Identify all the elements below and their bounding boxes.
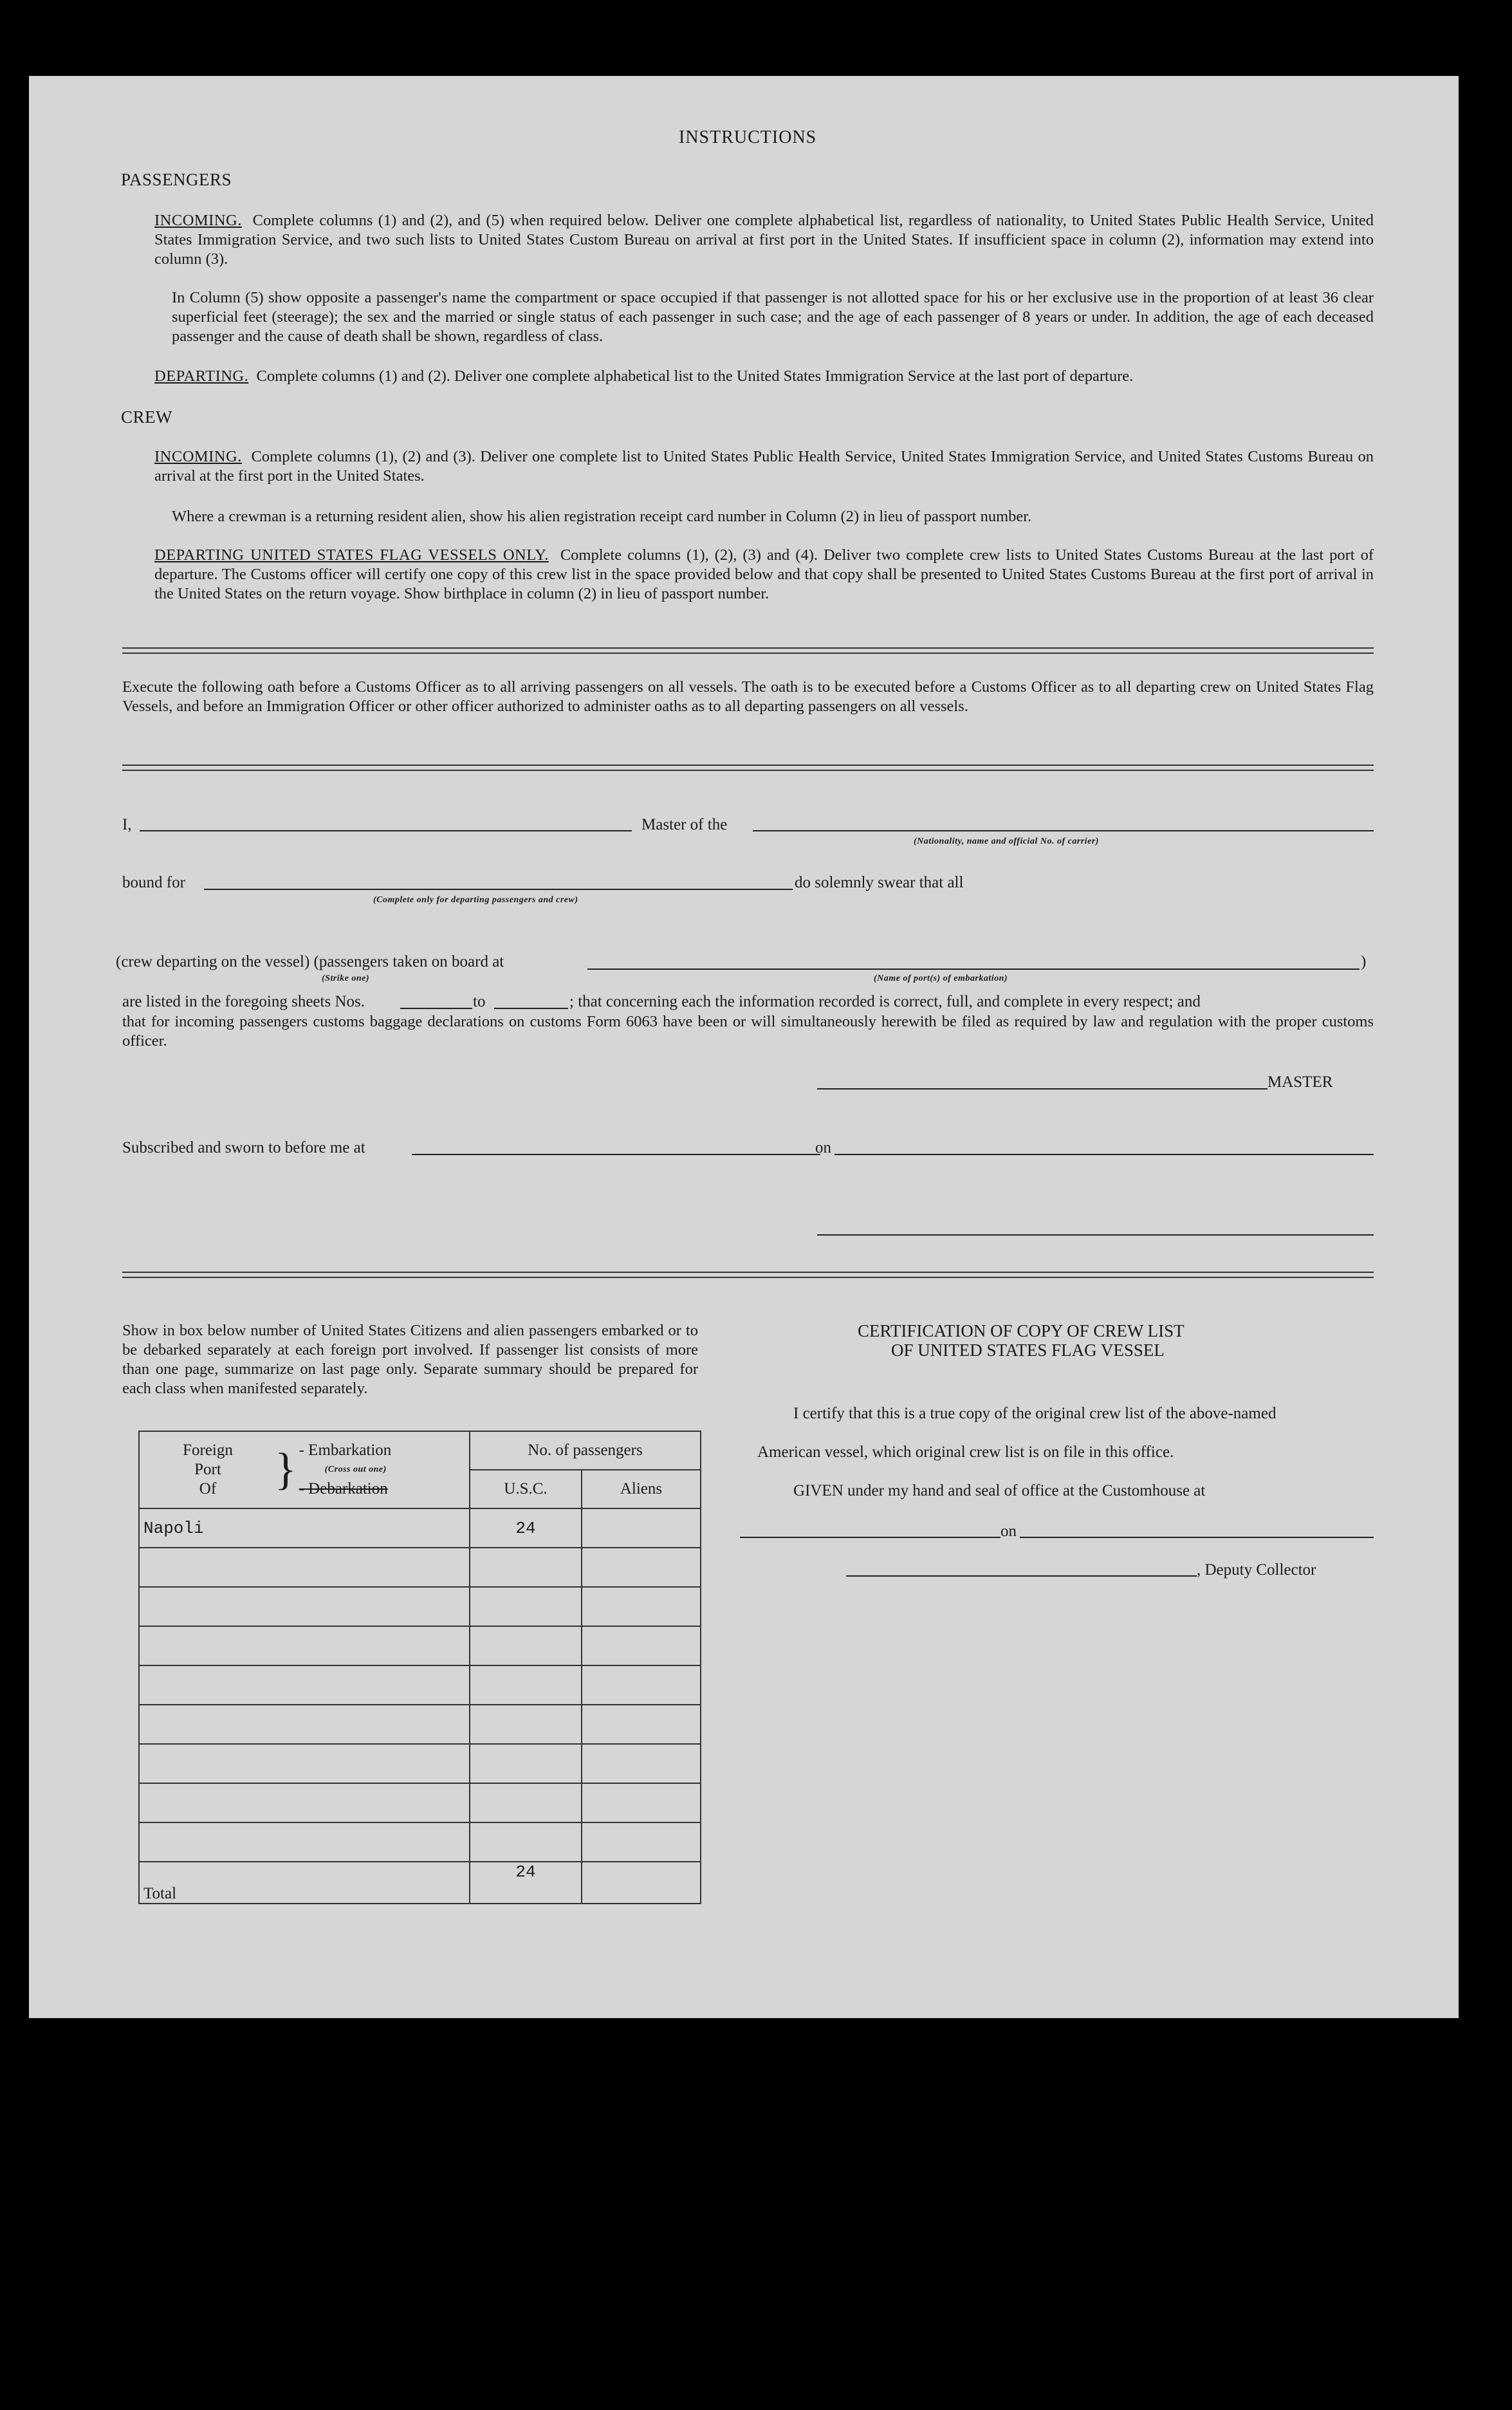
- oath-listed-to: to: [473, 993, 486, 1010]
- usc-cell[interactable]: [470, 1665, 582, 1705]
- certification-date-field[interactable]: [1020, 1537, 1374, 1538]
- oath-master-of-the: Master of the: [641, 816, 728, 833]
- port-cell[interactable]: [139, 1822, 470, 1862]
- col-cross-out-note: (Cross out one): [324, 1465, 387, 1474]
- aliens-cell[interactable]: [582, 1665, 701, 1705]
- crew-incoming-label: INCOMING.: [154, 448, 242, 465]
- certification-on-label: on: [1000, 1523, 1017, 1540]
- page-title: INSTRUCTIONS: [679, 127, 817, 147]
- passengers-incoming-label: INCOMING.: [154, 212, 242, 229]
- aliens-cell[interactable]: [582, 1508, 701, 1548]
- sworn-date-field[interactable]: [834, 1154, 1374, 1155]
- oath-bound-for: bound for: [122, 874, 185, 891]
- aliens-header: Aliens: [582, 1470, 701, 1508]
- passenger-summary-table: [138, 1431, 701, 1904]
- passengers-departing-paragraph: [154, 367, 1374, 386]
- port-cell[interactable]: Napoli: [139, 1508, 470, 1548]
- total-aliens[interactable]: [582, 1862, 701, 1904]
- port-cell[interactable]: [139, 1548, 470, 1587]
- passengers-column5-paragraph: In Column (5) show opposite a passenger's name the compartment or space occupied if that passenger is not allotted space for his or her exclusive use in the proportion of at least 36 clear superficial feet (steerage); the sex and the married or single status of each passenger in such case; and the age of each passenger of 8 years or under. In addition, the age of each deceased passenger and the cause of death shall be shown, regardless of class.: [172, 289, 1374, 345]
- crew-departing-paragraph: [154, 546, 1374, 604]
- port-cell[interactable]: [139, 1744, 470, 1783]
- passengers-incoming-paragraph: [154, 211, 1374, 269]
- sheet-from-field[interactable]: [400, 1008, 472, 1009]
- total-label: Total: [139, 1862, 470, 1904]
- oath-listed-start: are listed in the foregoing sheets Nos.: [122, 993, 365, 1010]
- subscribed-label: Subscribed and sworn to before me at: [122, 1139, 365, 1156]
- port-cell[interactable]: [139, 1705, 470, 1744]
- oath-intro: Execute the following oath before a Customs Officer as to all arriving passengers on all vessels. The oath is to be executed before a Customs Officer as to all departing crew on United States Flag Vessels, and before an Immigration Officer or other officer authorized to administer oaths as to all departing passengers on all vessels.: [122, 678, 1374, 715]
- certification-line-3: GIVEN under my hand and seal of office at the Customhouse at: [793, 1482, 1206, 1499]
- master-name-field[interactable]: [140, 830, 632, 831]
- col-debarkation-label: - Debarkation: [299, 1480, 388, 1497]
- total-usc[interactable]: 24: [470, 1862, 582, 1904]
- section-divider: [122, 1272, 1374, 1278]
- table-row: [139, 1744, 701, 1783]
- oath-crew-departing: (crew departing on the vessel) (passengers taken on board at: [116, 953, 504, 970]
- oath-close-paren: ): [1361, 953, 1367, 970]
- aliens-cell[interactable]: [582, 1705, 701, 1744]
- certification-title-1: CERTIFICATION OF COPY OF CREW LIST: [858, 1321, 1185, 1340]
- usc-cell[interactable]: [470, 1783, 582, 1822]
- table-row: [139, 1665, 701, 1705]
- aliens-cell[interactable]: [582, 1744, 701, 1783]
- table-row: [139, 1783, 701, 1822]
- crew-incoming-text: Complete columns (1), (2) and (3). Deliver one complete list to United States Public Health Service, United States Immigration Service, and United States Customs Bureau on arrival at the first port in the United States.: [154, 448, 1374, 485]
- crew-resident-paragraph: Where a crewman is a returning resident alien, show his alien registration receipt card number in Column (2) in lieu of passport number.: [172, 508, 1032, 525]
- port-cell[interactable]: [139, 1587, 470, 1626]
- port-cell[interactable]: [139, 1665, 470, 1705]
- passengers-heading: PASSENGERS: [121, 170, 232, 189]
- table-row: [139, 1705, 701, 1744]
- certification-line-2: American vessel, which original crew list is on file in this office.: [757, 1443, 1174, 1461]
- nationality-note: (Nationality, name and official No. of carrier): [914, 837, 1099, 846]
- table-row: [139, 1626, 701, 1665]
- crew-incoming-paragraph: [154, 447, 1374, 486]
- master-signature-field[interactable]: [817, 1088, 1268, 1089]
- complete-only-note: (Complete only for departing passengers and crew): [373, 895, 578, 905]
- aliens-cell[interactable]: [582, 1626, 701, 1665]
- sworn-place-field[interactable]: [412, 1154, 820, 1155]
- crew-departing-label: DEPARTING UNITED STATES FLAG VESSELS ONLY.: [154, 546, 549, 564]
- usc-cell[interactable]: [470, 1744, 582, 1783]
- form-sheet: [29, 76, 1459, 2018]
- customhouse-field[interactable]: [740, 1537, 1000, 1538]
- oath-listed-end: that for incoming passengers customs baggage declarations on customs Form 6063 have been or will simultaneously herewith be filed as required by law and regulation with the proper customs officer.: [122, 1013, 1374, 1050]
- table-row: [139, 1587, 701, 1626]
- summary-instructions: Show in box below number of United States Citizens and alien passengers embarked or to be debarked separately at each foreign port involved. If passenger list consists of more than one page, summarize on last page only. Separate summary should be prepared for each class when manifested separately.: [122, 1322, 698, 1397]
- table-row: [139, 1548, 701, 1587]
- sheet-to-field[interactable]: [494, 1008, 568, 1009]
- officer-signature-field[interactable]: [817, 1234, 1374, 1236]
- carrier-field[interactable]: [753, 830, 1374, 831]
- col-foreign-label: Foreign: [183, 1441, 233, 1459]
- oath-swear-text: do solemnly swear that all: [795, 874, 964, 891]
- section-divider: [122, 765, 1374, 771]
- deputy-signature-field[interactable]: [846, 1575, 1197, 1577]
- section-divider: [122, 647, 1374, 654]
- master-label: MASTER: [1268, 1073, 1333, 1091]
- aliens-cell[interactable]: [582, 1783, 701, 1822]
- crew-heading: CREW: [121, 407, 172, 427]
- port-cell[interactable]: [139, 1626, 470, 1665]
- embarkation-ports-field[interactable]: [587, 969, 1360, 970]
- certification-title-2: OF UNITED STATES FLAG VESSEL: [891, 1340, 1165, 1360]
- sworn-on-label: on: [815, 1139, 831, 1156]
- oath-i-label: I,: [122, 816, 132, 833]
- table-row: [139, 1508, 701, 1548]
- usc-cell[interactable]: [470, 1705, 582, 1744]
- aliens-cell[interactable]: [582, 1587, 701, 1626]
- brace-glyph: }: [275, 1445, 297, 1494]
- col-of-label: Of: [199, 1480, 217, 1497]
- destination-field[interactable]: [204, 889, 793, 890]
- table-row: [139, 1822, 701, 1862]
- passengers-departing-text: Complete columns (1) and (2). Deliver one complete alphabetical list to the United States Immigration Service at the last port of departure.: [256, 367, 1134, 385]
- aliens-cell[interactable]: [582, 1548, 701, 1587]
- usc-header: U.S.C.: [470, 1470, 582, 1508]
- passengers-departing-label: DEPARTING.: [154, 367, 249, 385]
- oath-listed-middle: ; that concerning each the information recorded is correct, full, and complete in every respect; and: [569, 993, 1201, 1010]
- col-embarkation-label: - Embarkation: [299, 1441, 392, 1459]
- foreign-port-header: [139, 1431, 470, 1508]
- usc-cell[interactable]: [470, 1626, 582, 1665]
- usc-cell[interactable]: 24: [470, 1508, 582, 1548]
- certification-line-1: I certify that this is a true copy of the original crew list of the above-named: [793, 1405, 1277, 1422]
- usc-cell[interactable]: [470, 1822, 582, 1862]
- crew-departing-text: Complete columns (1), (2), (3) and (4). Deliver two complete crew lists to United States Customs Bureau at the last port of departure. The Customs officer will certify one copy of this crew list in the space provided below and that copy shall be presented to United States Customs Bureau at the first port of arrival in the United States on the return voyage. Show birthplace in column (2) in lieu of passport number.: [154, 546, 1374, 602]
- port-cell[interactable]: [139, 1783, 470, 1822]
- passengers-incoming-text: Complete columns (1) and (2), and (5) when required below. Deliver one complete alphabetical list, regardless of nationality, to United States Public Health Service, United States Immigration Service, and two such lists to United States Custom Bureau on arrival at first port in the United States. If insufficient space in column (2), information may extend into column (3).: [154, 212, 1374, 268]
- passengers-count-header: No. of passengers: [470, 1431, 701, 1470]
- ports-note: (Name of port(s) of embarkation): [874, 974, 1008, 983]
- usc-cell[interactable]: [470, 1548, 582, 1587]
- usc-cell[interactable]: [470, 1587, 582, 1626]
- aliens-cell[interactable]: [582, 1822, 701, 1862]
- strike-one-note: (Strike one): [322, 974, 370, 983]
- col-port-label: Port: [194, 1461, 221, 1478]
- deputy-collector-label: , Deputy Collector: [1197, 1561, 1316, 1579]
